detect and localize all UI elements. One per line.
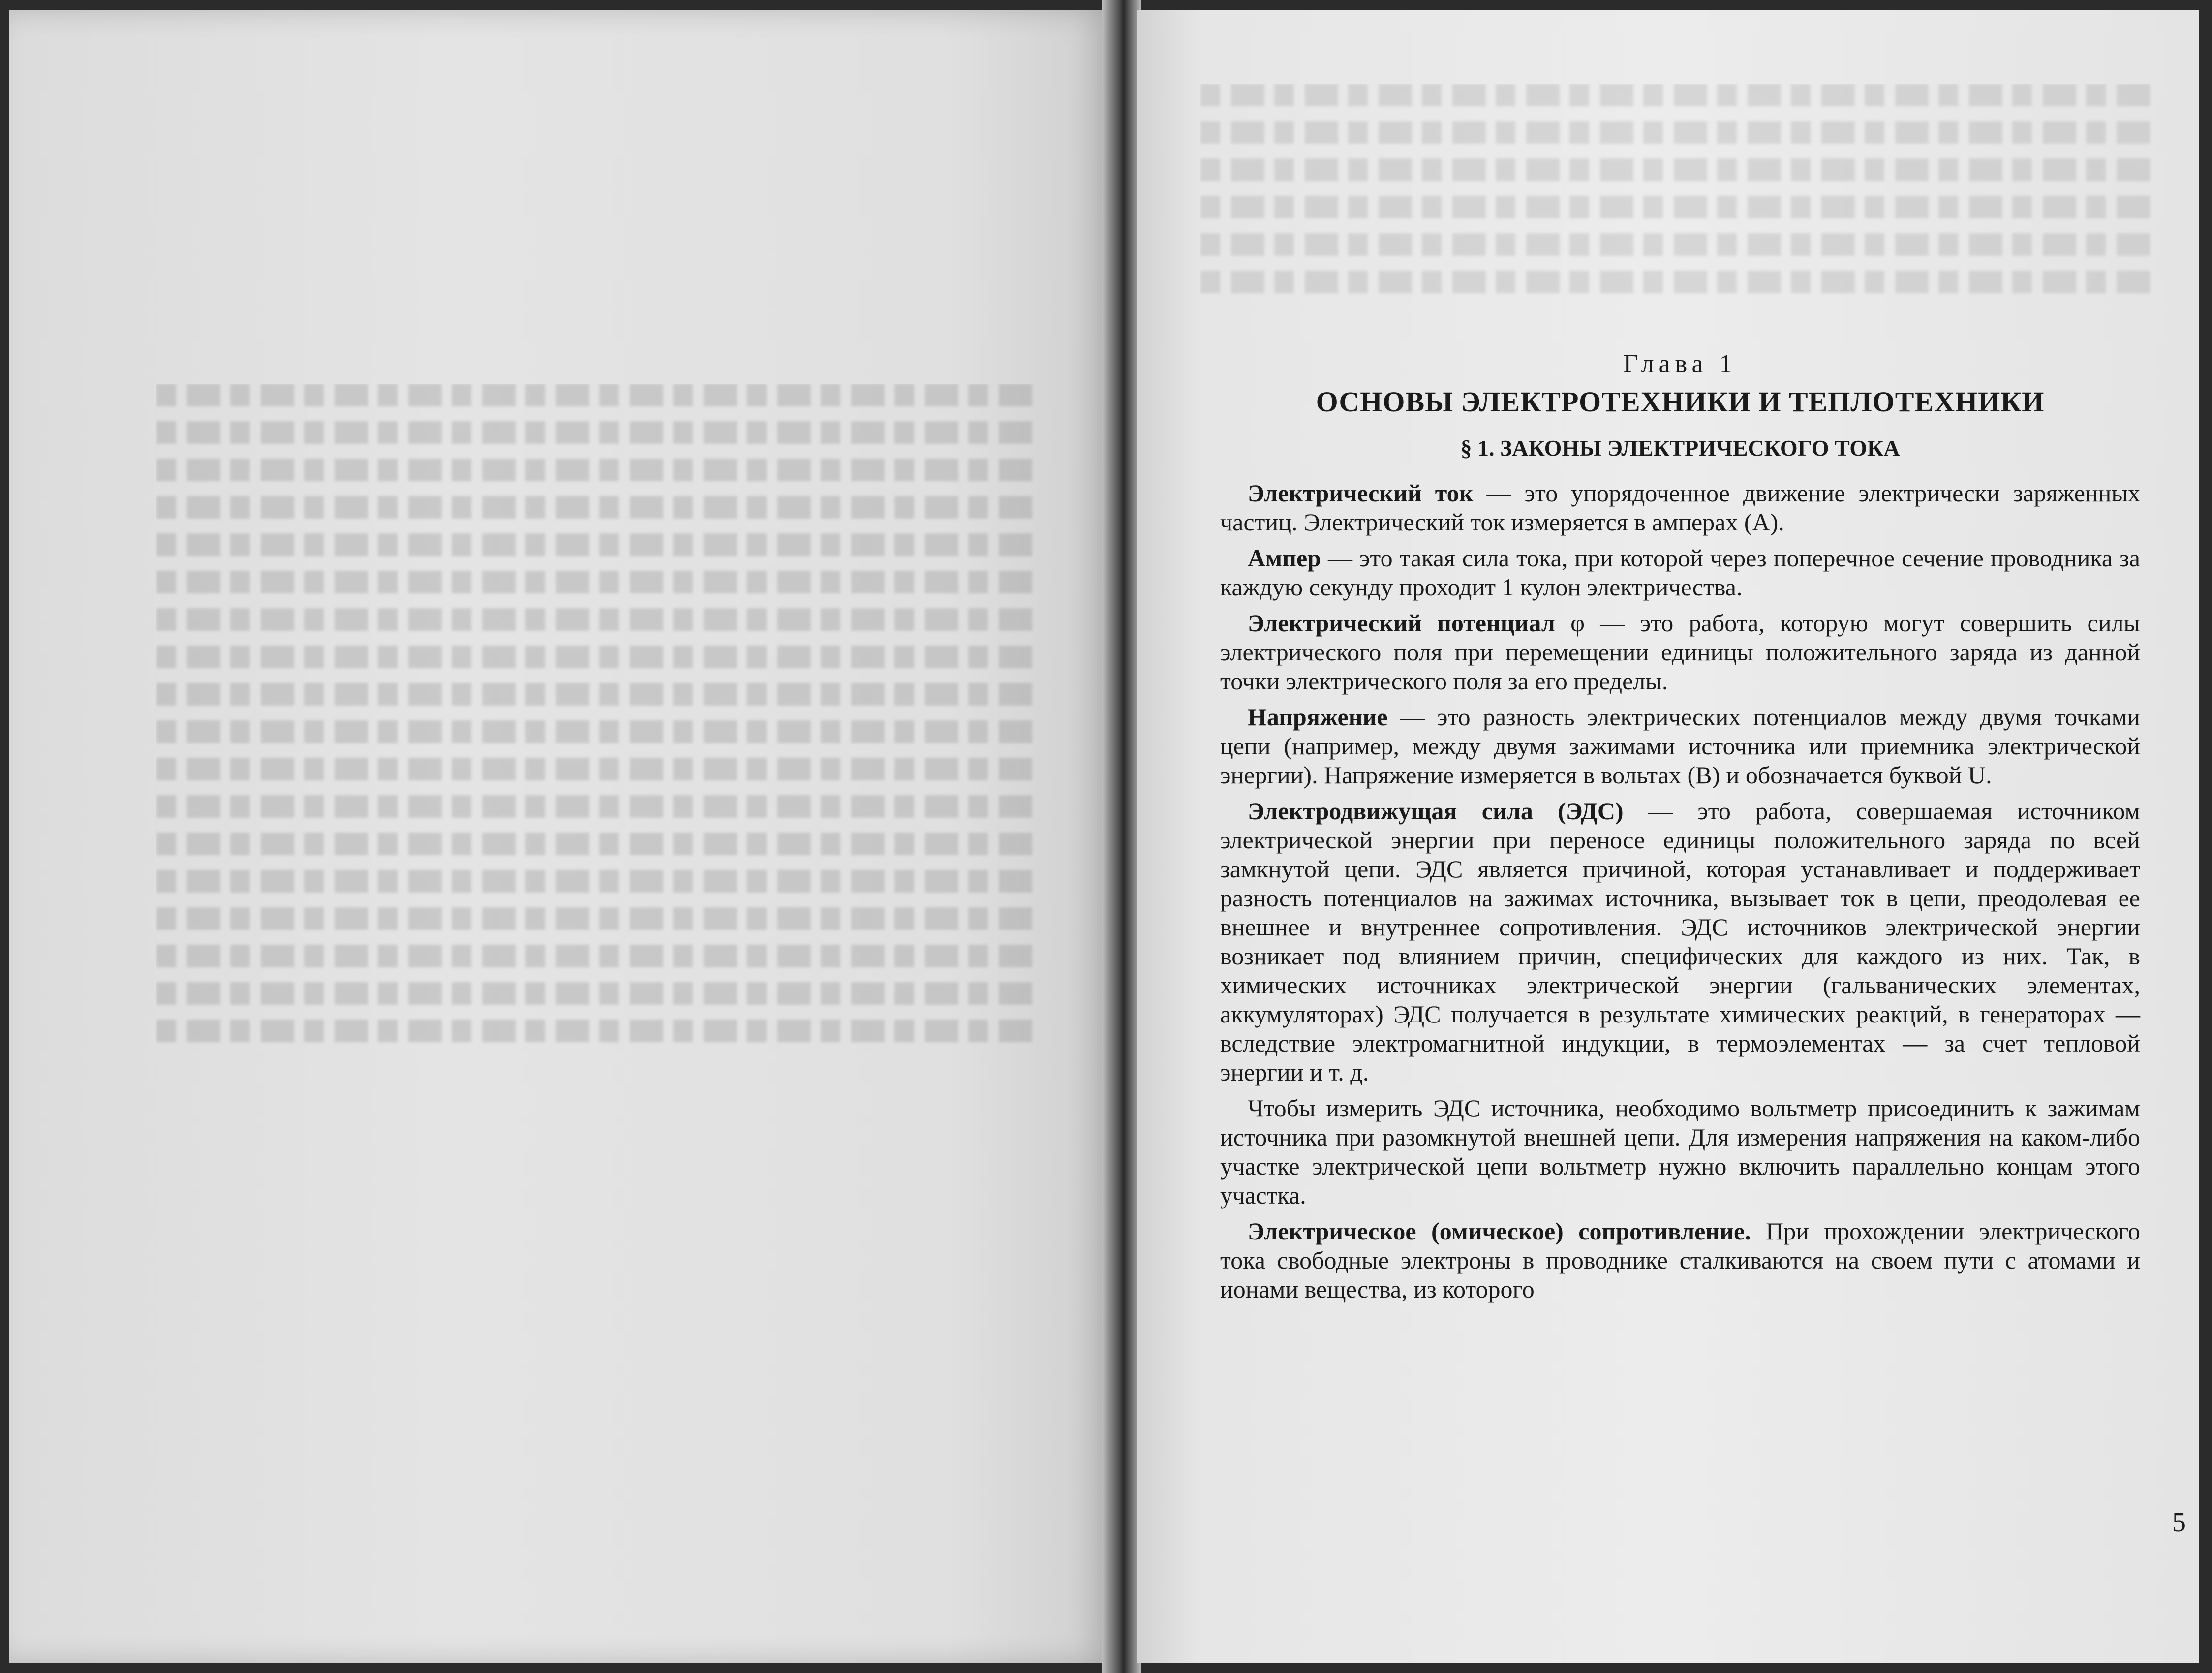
book-gutter (1102, 0, 1141, 1673)
paragraph-potential (1220, 609, 2140, 696)
chapter-title: ОСНОВЫ ЭЛЕКТРОТЕХНИКИ И ТЕПЛОТЕХНИКИ (1316, 386, 2045, 418)
paragraph-voltage (1220, 703, 2140, 790)
definition-text: — это такая сила тока, при которой через поперечное сечение проводника за каждую секунду проходит 1 кулон электричества. (1220, 544, 2140, 601)
paragraph-ampere (1220, 544, 2140, 602)
term: Электрический ток (1248, 479, 1474, 507)
term: Ампер (1248, 544, 1321, 572)
show-through-text (156, 384, 1042, 1122)
definition-text: При прохождении электрического тока свободные электроны в проводнике сталкиваются на своем пути с атомами и ионами вещества, из которого (1220, 1217, 2140, 1303)
show-through-text-top (1200, 84, 2160, 330)
paragraph-emf (1220, 797, 2140, 1087)
definition-text: — это упорядоченное движение электрически заряженных частиц. Электрический ток измеряется в амперах (А). (1220, 479, 2141, 536)
paragraph-resistance (1220, 1217, 2140, 1304)
section-title: § 1. ЗАКОНЫ ЭЛЕКТРИЧЕСКОГО ТОКА (1460, 435, 1900, 461)
body-text: Чтобы измерить ЭДС источника, необходимо вольтметр присоединить к зажимам источника при разомкнутой внешней цепи. Для измерения напряжения на каком-либо участке электрической цепи вольтметр нужно включить параллельно концам этого участка. (1220, 1094, 2140, 1209)
paragraph-current (1220, 479, 2140, 537)
term: Электродвижущая сила (ЭДС) (1248, 797, 1624, 825)
term: Электрический потенциал (1248, 609, 1555, 637)
definition-text: φ — это работа, которую могут совершить силы электрического поля при перемещении единицы положительного заряда из данной точки электрического поля за его пределы. (1220, 609, 2140, 695)
paragraph-measure-emf (1220, 1094, 2140, 1210)
right-page (1137, 10, 2199, 1663)
definition-text: — это работа, совершаемая источником электрической энергии при переносе единицы положительного заряда по всей замкнутой цепи. ЭДС является причиной, которая устанавливает и поддерживает разность потенциалов на зажимах источника, вызывает ток в цепи, преодолевая ее внешнее и внутреннее сопротивления. ЭДС источников электрической энергии возникает под влиянием причин, специфических для каждого из них. Так, в химических источниках электрической энергии (гальванических элементах, аккумуляторах) ЭДС получается в результате химических реакций, в генераторах — вследствие электромагнитной индукции, в термоэлементах — за счет тепловой энергии и т. д. (1220, 797, 2140, 1086)
page-content (1220, 349, 2140, 1311)
page-number: 5 (2172, 1507, 2186, 1538)
definition-text: — это разность электрических потенциалов между двумя точками цепи (например, между двумя зажимами источника или приемника электрической энергии). Напряжение измеряется в вольтах (В) и обозначается буквой U. (1220, 703, 2140, 789)
term: Электрическое (омическое) сопротивление. (1248, 1217, 1751, 1245)
left-page-blank (9, 10, 1111, 1663)
term: Напряжение (1248, 703, 1388, 731)
chapter-label: Глава 1 (1623, 350, 1737, 378)
